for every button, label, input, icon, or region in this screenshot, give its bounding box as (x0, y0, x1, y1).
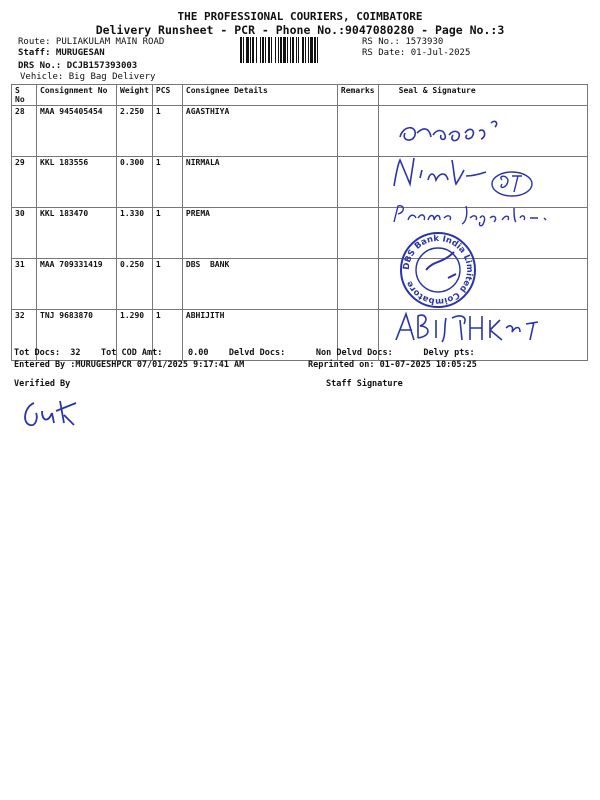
dbs-bank-stamp (398, 230, 478, 310)
cell-consignment: KKL 183556 (37, 157, 117, 208)
cell-consignment: MAA 709331419 (37, 259, 117, 310)
cell-sno: 29 (12, 157, 37, 208)
cell-consignment: KKL 183470 (37, 208, 117, 259)
cell-sno: 31 (12, 259, 37, 310)
col-consignment: Consignment No (37, 85, 117, 106)
cell-pcs: 1 (152, 310, 182, 361)
verified-by-signature (20, 395, 90, 435)
cell-sno: 32 (12, 310, 37, 361)
cell-remarks (337, 106, 378, 157)
cell-consignee: AGASTHIYA (182, 106, 337, 157)
cell-consignee: PREMA (182, 208, 337, 259)
entered-by: Entered By :MURUGESHPCR 07/01/2025 9:17:41 AM (14, 360, 245, 370)
rs-date: RS Date: 01-Jul-2025 (362, 48, 471, 58)
table-header-row (12, 85, 588, 106)
cell-consignee: NIRMALA (182, 157, 337, 208)
cell-weight: 0.300 (117, 157, 153, 208)
drs-number: DRS No.: DCJB157393003 (18, 61, 138, 71)
signature-nirmala (390, 150, 570, 200)
company-name: THE PROFESSIONAL COURIERS, COIMBATORE (177, 10, 423, 23)
col-pcs: PCS (152, 85, 182, 106)
signature-prema (390, 200, 570, 230)
col-consignee: Consignee Details (182, 85, 337, 106)
staff: Staff: MURUGESAN (18, 48, 105, 58)
cell-weight: 0.250 (117, 259, 153, 310)
cell-sno: 30 (12, 208, 37, 259)
verified-by-label: Verified By (14, 379, 71, 389)
totals-line: Tot Docs: 32 Tot COD Amt: 0.00 Delvd Docs: Non Delvd Docs: Delvy pts: (14, 348, 475, 358)
cell-weight: 1.290 (117, 310, 153, 361)
signature-agasthiya (395, 115, 565, 150)
col-sno: S No (12, 85, 37, 106)
barcode (240, 37, 352, 63)
cell-pcs: 1 (152, 157, 182, 208)
cell-consignment: TNJ 9683870 (37, 310, 117, 361)
runsheet-title: Delivery Runsheet - PCR - Phone No.:9047080280 - Page No.:3 (95, 23, 505, 37)
cell-pcs: 1 (152, 208, 182, 259)
cell-consignment: MAA 945405454 (37, 106, 117, 157)
vehicle: Vehicle: Big Bag Delivery (20, 72, 156, 82)
staff-signature-label: Staff Signature (326, 379, 403, 389)
cell-sno: 28 (12, 106, 37, 157)
cell-remarks (337, 208, 378, 259)
col-remarks: Remarks (337, 85, 378, 106)
col-seal-signature: Seal & Signature (378, 85, 587, 106)
col-weight: Weight (117, 85, 153, 106)
cell-pcs: 1 (152, 259, 182, 310)
cell-remarks (337, 259, 378, 310)
rs-number: RS No.: 1573930 (362, 37, 444, 47)
cell-weight: 2.250 (117, 106, 153, 157)
route: Route: PULIAKULAM MAIN ROAD (18, 37, 165, 47)
cell-consignee: DBS BANK (182, 259, 337, 310)
cell-pcs: 1 (152, 106, 182, 157)
svg-text:DBS Bank India Limited Coimbat: DBS Bank India Limited Coimbatore (401, 233, 475, 307)
cell-consignee: ABHIJITH (182, 310, 337, 361)
cell-remarks (337, 157, 378, 208)
reprinted-on: Reprinted on: 01-07-2025 10:05:25 (308, 360, 477, 370)
cell-weight: 1.330 (117, 208, 153, 259)
